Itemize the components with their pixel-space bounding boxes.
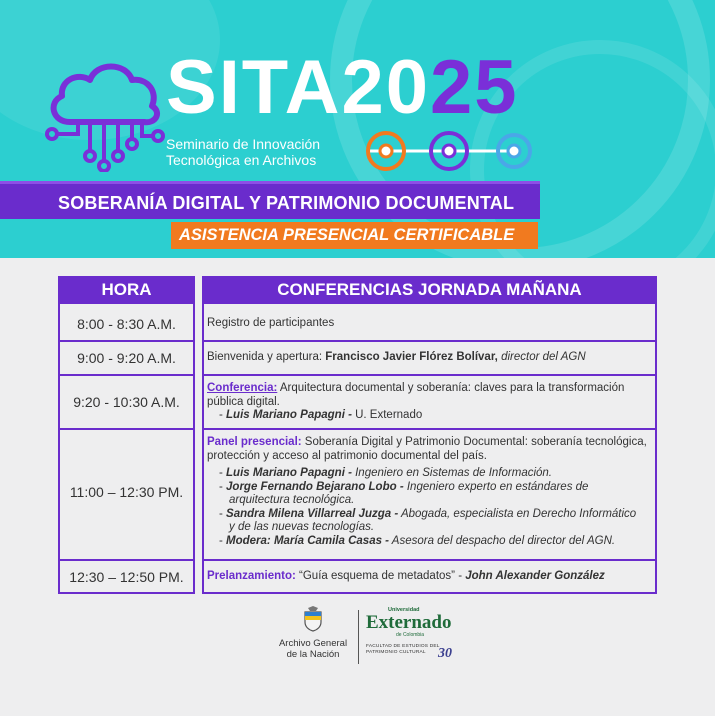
talk-prefix: Bienvenida y apertura: xyxy=(207,351,326,363)
column-header-hora: HORA xyxy=(58,276,195,304)
time-slot: 8:00 - 8:30 A.M. xyxy=(77,316,176,332)
speaker-name: Francisco Javier Flórez Bolívar, xyxy=(325,351,498,363)
column-header-conferencias: CONFERENCIAS JORNADA MAÑANA xyxy=(202,276,657,304)
panelist-item-continued: y de las nuevas tecnologías. xyxy=(229,521,375,533)
row-divider xyxy=(60,428,193,430)
colombia-coat-of-arms-icon xyxy=(302,606,324,632)
subtitle-line-2: Tecnológica en Archivos xyxy=(166,152,317,168)
theme-banner-text: SOBERANÍA DIGITAL Y PATRIMONIO DOCUMENTAL xyxy=(58,193,515,213)
row-divider xyxy=(204,428,655,430)
talk-panel xyxy=(207,436,655,548)
talk-type-label: Panel presencial: xyxy=(207,436,302,448)
theme-banner xyxy=(0,181,540,219)
panelist-item-continued: arquitectura tecnológica. xyxy=(229,494,355,506)
time-column xyxy=(58,304,195,594)
row-divider xyxy=(60,374,193,376)
speaker-name: Sandra Milena Villarreal Juzga - xyxy=(226,507,399,520)
certification-badge xyxy=(171,222,538,249)
moderator-role: Asesora del despacho del director del AGN. xyxy=(389,534,616,547)
speaker-role: Abogada, especialista en Derecho Informático xyxy=(398,507,637,520)
speaker-affiliation: U. Externado xyxy=(351,409,423,421)
talk-type-label: Prelanzamiento: xyxy=(207,570,296,582)
faculty-text: PATRIMONIO CULTURAL xyxy=(366,650,426,655)
talk-conferencia xyxy=(207,382,655,423)
talk-text: Registro de participantes xyxy=(207,317,335,329)
panelist-item: - Sandra Milena Villarreal Juzga - Abogada, especialista en Derecho Informático xyxy=(219,507,637,520)
externado-logo-text: Universidad xyxy=(388,607,420,613)
speaker-name: Luis Mariano Papagni - xyxy=(226,467,352,479)
talk-prelanzamiento xyxy=(207,570,655,584)
hero-banner xyxy=(0,0,715,258)
time-slot: 9:00 - 9:20 A.M. xyxy=(77,350,176,366)
speaker-item: - Luis Mariano Papagni - U. Externado xyxy=(219,409,423,421)
speaker-name: John Alexander González xyxy=(465,570,605,582)
moderator-name: Modera: María Camila Casas - xyxy=(226,534,390,547)
cloud-circuit-icon xyxy=(42,52,167,172)
panelist-item: - Luis Mariano Papagni - Ingeniero en Sistemas de Información. xyxy=(219,467,553,479)
footer-logos xyxy=(270,606,480,666)
row-divider xyxy=(204,559,655,561)
connected-circles-icon xyxy=(356,130,536,172)
row-divider xyxy=(60,340,193,342)
row-divider xyxy=(204,340,655,342)
agn-logo-text: de la Nación xyxy=(286,649,340,660)
moderator-item: - Modera: María Camila Casas - Asesora del despacho del director del AGN. xyxy=(219,534,616,547)
talk-bienvenida xyxy=(207,351,655,365)
speaker-role: Ingeniero en Sistemas de Información. xyxy=(351,467,553,479)
talk-text: “Guía esquema de metadatos” - xyxy=(295,570,466,582)
speaker-role: director del AGN xyxy=(497,351,586,363)
panelist-item: - Jorge Fernando Bejarano Lobo - Ingeniero experto en estándares de xyxy=(219,480,589,493)
title-part-25: 25 xyxy=(430,45,519,130)
anniversary-30-logo: 30 xyxy=(438,646,452,661)
subtitle-line-1: Seminario de Innovación xyxy=(166,136,321,152)
externado-logo-text: de Colombia xyxy=(396,632,425,638)
externado-logo-name: Externado xyxy=(366,612,452,633)
talk-text: Arquitectura documental y soberanía: claves para la transformación pública digital. xyxy=(207,382,625,408)
speaker-name: Jorge Fernando Bejarano Lobo - xyxy=(226,480,404,493)
logo-divider xyxy=(358,610,359,664)
title-part-sita20: SITA20 xyxy=(166,45,431,130)
row-divider xyxy=(60,559,193,561)
talk-type-label: Conferencia: xyxy=(207,382,278,394)
time-slot: 11:00 – 12:30 PM. xyxy=(69,484,184,500)
talk-text: Soberanía Digital y Patrimonio Documental: soberanía tecnológica, protección y acceso al patrimonio documental del país. xyxy=(207,436,647,462)
time-slot: 12:30 – 12:50 PM. xyxy=(69,569,184,585)
talk-registro xyxy=(207,317,655,331)
row-divider xyxy=(204,374,655,376)
speaker-name: Luis Mariano Papagni - xyxy=(226,409,352,421)
certification-badge-text: ASISTENCIA PRESENCIAL CERTIFICABLE xyxy=(179,226,515,244)
faculty-text: FACULTAD DE ESTUDIOS DEL xyxy=(366,644,440,649)
event-logo-title xyxy=(166,45,519,130)
time-slot: 9:20 - 10:30 A.M. xyxy=(73,394,180,410)
agn-logo-text: Archivo General xyxy=(278,638,348,649)
speaker-role: Ingeniero experto en estándares de xyxy=(403,480,589,493)
